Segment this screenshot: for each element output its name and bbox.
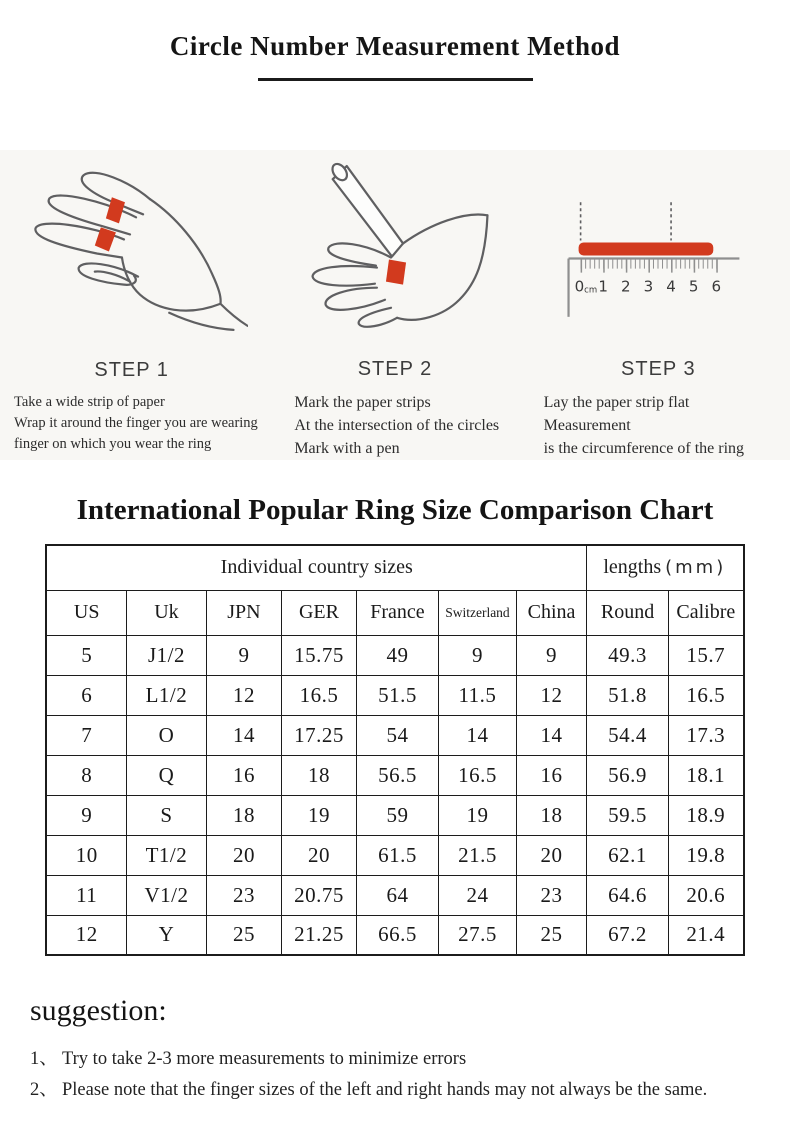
cell: 9 — [46, 795, 126, 835]
step-1-line-3: finger on which you wear the ring — [14, 436, 212, 452]
cell: 16.5 — [438, 755, 516, 795]
cell: 9 — [206, 635, 281, 675]
cell: 6 — [46, 675, 126, 715]
ruler-tick-label: 2 — [621, 277, 631, 296]
cell: 16 — [516, 755, 586, 795]
cell: 19 — [438, 795, 516, 835]
cell: 11.5 — [438, 675, 516, 715]
ruler-tick-label: 3 — [643, 277, 654, 296]
cell: 14 — [516, 715, 586, 755]
suggestion-list — [30, 1044, 790, 1106]
cell: T1/2 — [126, 835, 206, 875]
cell: 25 — [206, 915, 281, 955]
cell: J1/2 — [126, 635, 206, 675]
col-header-uk: Uk — [126, 590, 206, 635]
step-3-illustration — [542, 150, 774, 354]
cell: 23 — [206, 875, 281, 915]
cell: 54.4 — [587, 715, 669, 755]
cell: 8 — [46, 755, 126, 795]
step-1 — [0, 150, 263, 460]
table-group-header-row — [46, 545, 743, 590]
cell: 9 — [438, 635, 516, 675]
cell: 20 — [281, 835, 356, 875]
cell: 49.3 — [587, 635, 669, 675]
cell: 67.2 — [587, 915, 669, 955]
cell: 7 — [46, 715, 126, 755]
step-3-line-1: Lay the paper strip flat — [543, 394, 690, 411]
cell: 19 — [281, 795, 356, 835]
cell: 19.8 — [669, 835, 744, 875]
cell: 54 — [356, 715, 438, 755]
ruler-tick-label: 6 — [711, 277, 722, 296]
ruler-with-paper-strip-icon — [542, 154, 774, 350]
cell: 15.7 — [669, 635, 744, 675]
cell: 5 — [46, 635, 126, 675]
step-1-description — [0, 392, 263, 455]
cell: L1/2 — [126, 675, 206, 715]
cell: 59.5 — [587, 795, 669, 835]
step-2-description — [263, 391, 526, 460]
step-2 — [263, 150, 526, 460]
measurement-steps — [0, 150, 790, 460]
cell: 64.6 — [587, 875, 669, 915]
cell: 16.5 — [669, 675, 744, 715]
cell: 21.4 — [669, 915, 744, 955]
step-2-line-2: At the intersection of the circles — [294, 417, 500, 434]
cell: 20 — [516, 835, 586, 875]
title-underline — [258, 78, 533, 81]
mm-unit: (mm) — [665, 557, 727, 579]
cell: 21.25 — [281, 915, 356, 955]
ruler-tick-label: 1 — [598, 277, 609, 296]
cell: 14 — [206, 715, 281, 755]
cell: 51.8 — [587, 675, 669, 715]
step-2-line-1: Mark the paper strips — [294, 394, 431, 411]
table-row — [46, 755, 743, 795]
cell: 18 — [516, 795, 586, 835]
suggestion-item-2-text: Please note that the finger sizes of the left and right hands may not always be the same. — [62, 1080, 708, 1100]
step-1-label: STEP 1 — [94, 359, 169, 381]
table-row — [46, 915, 743, 955]
cell: 51.5 — [356, 675, 438, 715]
col-header-france: France — [356, 590, 438, 635]
group-header-country-sizes: Individual country sizes — [46, 545, 586, 590]
step-2-line-3: Mark with a pen — [294, 440, 400, 457]
cell: 59 — [356, 795, 438, 835]
table-row — [46, 795, 743, 835]
suggestion-heading: suggestion: — [30, 994, 167, 1027]
cell: 49 — [356, 635, 438, 675]
cell: 10 — [46, 835, 126, 875]
cell: 20.6 — [669, 875, 744, 915]
hand-with-paper-strips-icon — [16, 155, 248, 351]
cell: 20.75 — [281, 875, 356, 915]
cell: 61.5 — [356, 835, 438, 875]
step-1-line-2: Wrap it around the finger you are wearing — [14, 415, 258, 431]
ruler-zero-label: 0cm — [574, 277, 598, 296]
step-3-description — [527, 391, 790, 460]
ruler-tick-label: 5 — [689, 277, 699, 296]
cell: Q — [126, 755, 206, 795]
cell: 11 — [46, 875, 126, 915]
suggestion-item-1-text: Try to take 2-3 more measurements to minimize errors — [62, 1049, 467, 1069]
col-header-round: Round — [587, 590, 669, 635]
cell: 12 — [206, 675, 281, 715]
cell: 25 — [516, 915, 586, 955]
cell: 24 — [438, 875, 516, 915]
cell: 17.25 — [281, 715, 356, 755]
cell: 15.75 — [281, 635, 356, 675]
size-chart-title: International Popular Ring Size Comparison Chart — [76, 494, 714, 526]
cell: 21.5 — [438, 835, 516, 875]
suggestion-item-2 — [30, 1075, 790, 1106]
suggestion-item-1-number: 1、 — [30, 1049, 58, 1069]
step-2-label: STEP 2 — [357, 358, 433, 380]
cell: 27.5 — [438, 915, 516, 955]
cell: 18 — [206, 795, 281, 835]
step-3-line-3: is the circumference of the ring — [543, 440, 745, 457]
table-column-header-row — [46, 590, 743, 635]
col-header-jpn: JPN — [206, 590, 281, 635]
cell: 14 — [438, 715, 516, 755]
cell: V1/2 — [126, 875, 206, 915]
hand-marking-with-pen-icon — [279, 154, 511, 350]
step-2-illustration — [279, 150, 511, 354]
suggestion-section — [30, 990, 790, 1106]
table-row — [46, 715, 743, 755]
step-1-line-1: Take a wide strip of paper — [14, 394, 165, 410]
table-row — [46, 675, 743, 715]
cell: 9 — [516, 635, 586, 675]
cell: 66.5 — [356, 915, 438, 955]
cell: 18.9 — [669, 795, 744, 835]
col-header-switzerland: Switzerland — [438, 590, 516, 635]
table-row — [46, 875, 743, 915]
col-header-china: China — [516, 590, 586, 635]
cell: 62.1 — [587, 835, 669, 875]
suggestion-item-2-number: 2、 — [30, 1080, 58, 1100]
ring-size-table — [45, 544, 744, 956]
cell: 20 — [206, 835, 281, 875]
cell: 23 — [516, 875, 586, 915]
step-3-line-2: Measurement — [543, 417, 631, 434]
cell: 12 — [46, 915, 126, 955]
step-3-label: STEP 3 — [621, 358, 696, 380]
col-header-ger: GER — [281, 590, 356, 635]
table-row — [46, 635, 743, 675]
cell: 18 — [281, 755, 356, 795]
cell: 56.5 — [356, 755, 438, 795]
page-title: Circle Number Measurement Method — [169, 31, 621, 61]
col-header-calibre: Calibre — [669, 590, 744, 635]
cell: 16 — [206, 755, 281, 795]
cell: 64 — [356, 875, 438, 915]
cell: S — [126, 795, 206, 835]
suggestion-item-1 — [30, 1044, 790, 1075]
cell: 18.1 — [669, 755, 744, 795]
cell: O — [126, 715, 206, 755]
header — [0, 0, 790, 81]
group-header-lengths: lengths (mm) — [587, 545, 744, 590]
cell: 12 — [516, 675, 586, 715]
cell: Y — [126, 915, 206, 955]
cell: 17.3 — [669, 715, 744, 755]
cell: 56.9 — [587, 755, 669, 795]
table-row — [46, 835, 743, 875]
cell: 16.5 — [281, 675, 356, 715]
ruler-tick-label: 4 — [666, 277, 677, 296]
step-3 — [527, 150, 790, 460]
step-1-illustration — [16, 150, 248, 355]
col-header-us: US — [46, 590, 126, 635]
